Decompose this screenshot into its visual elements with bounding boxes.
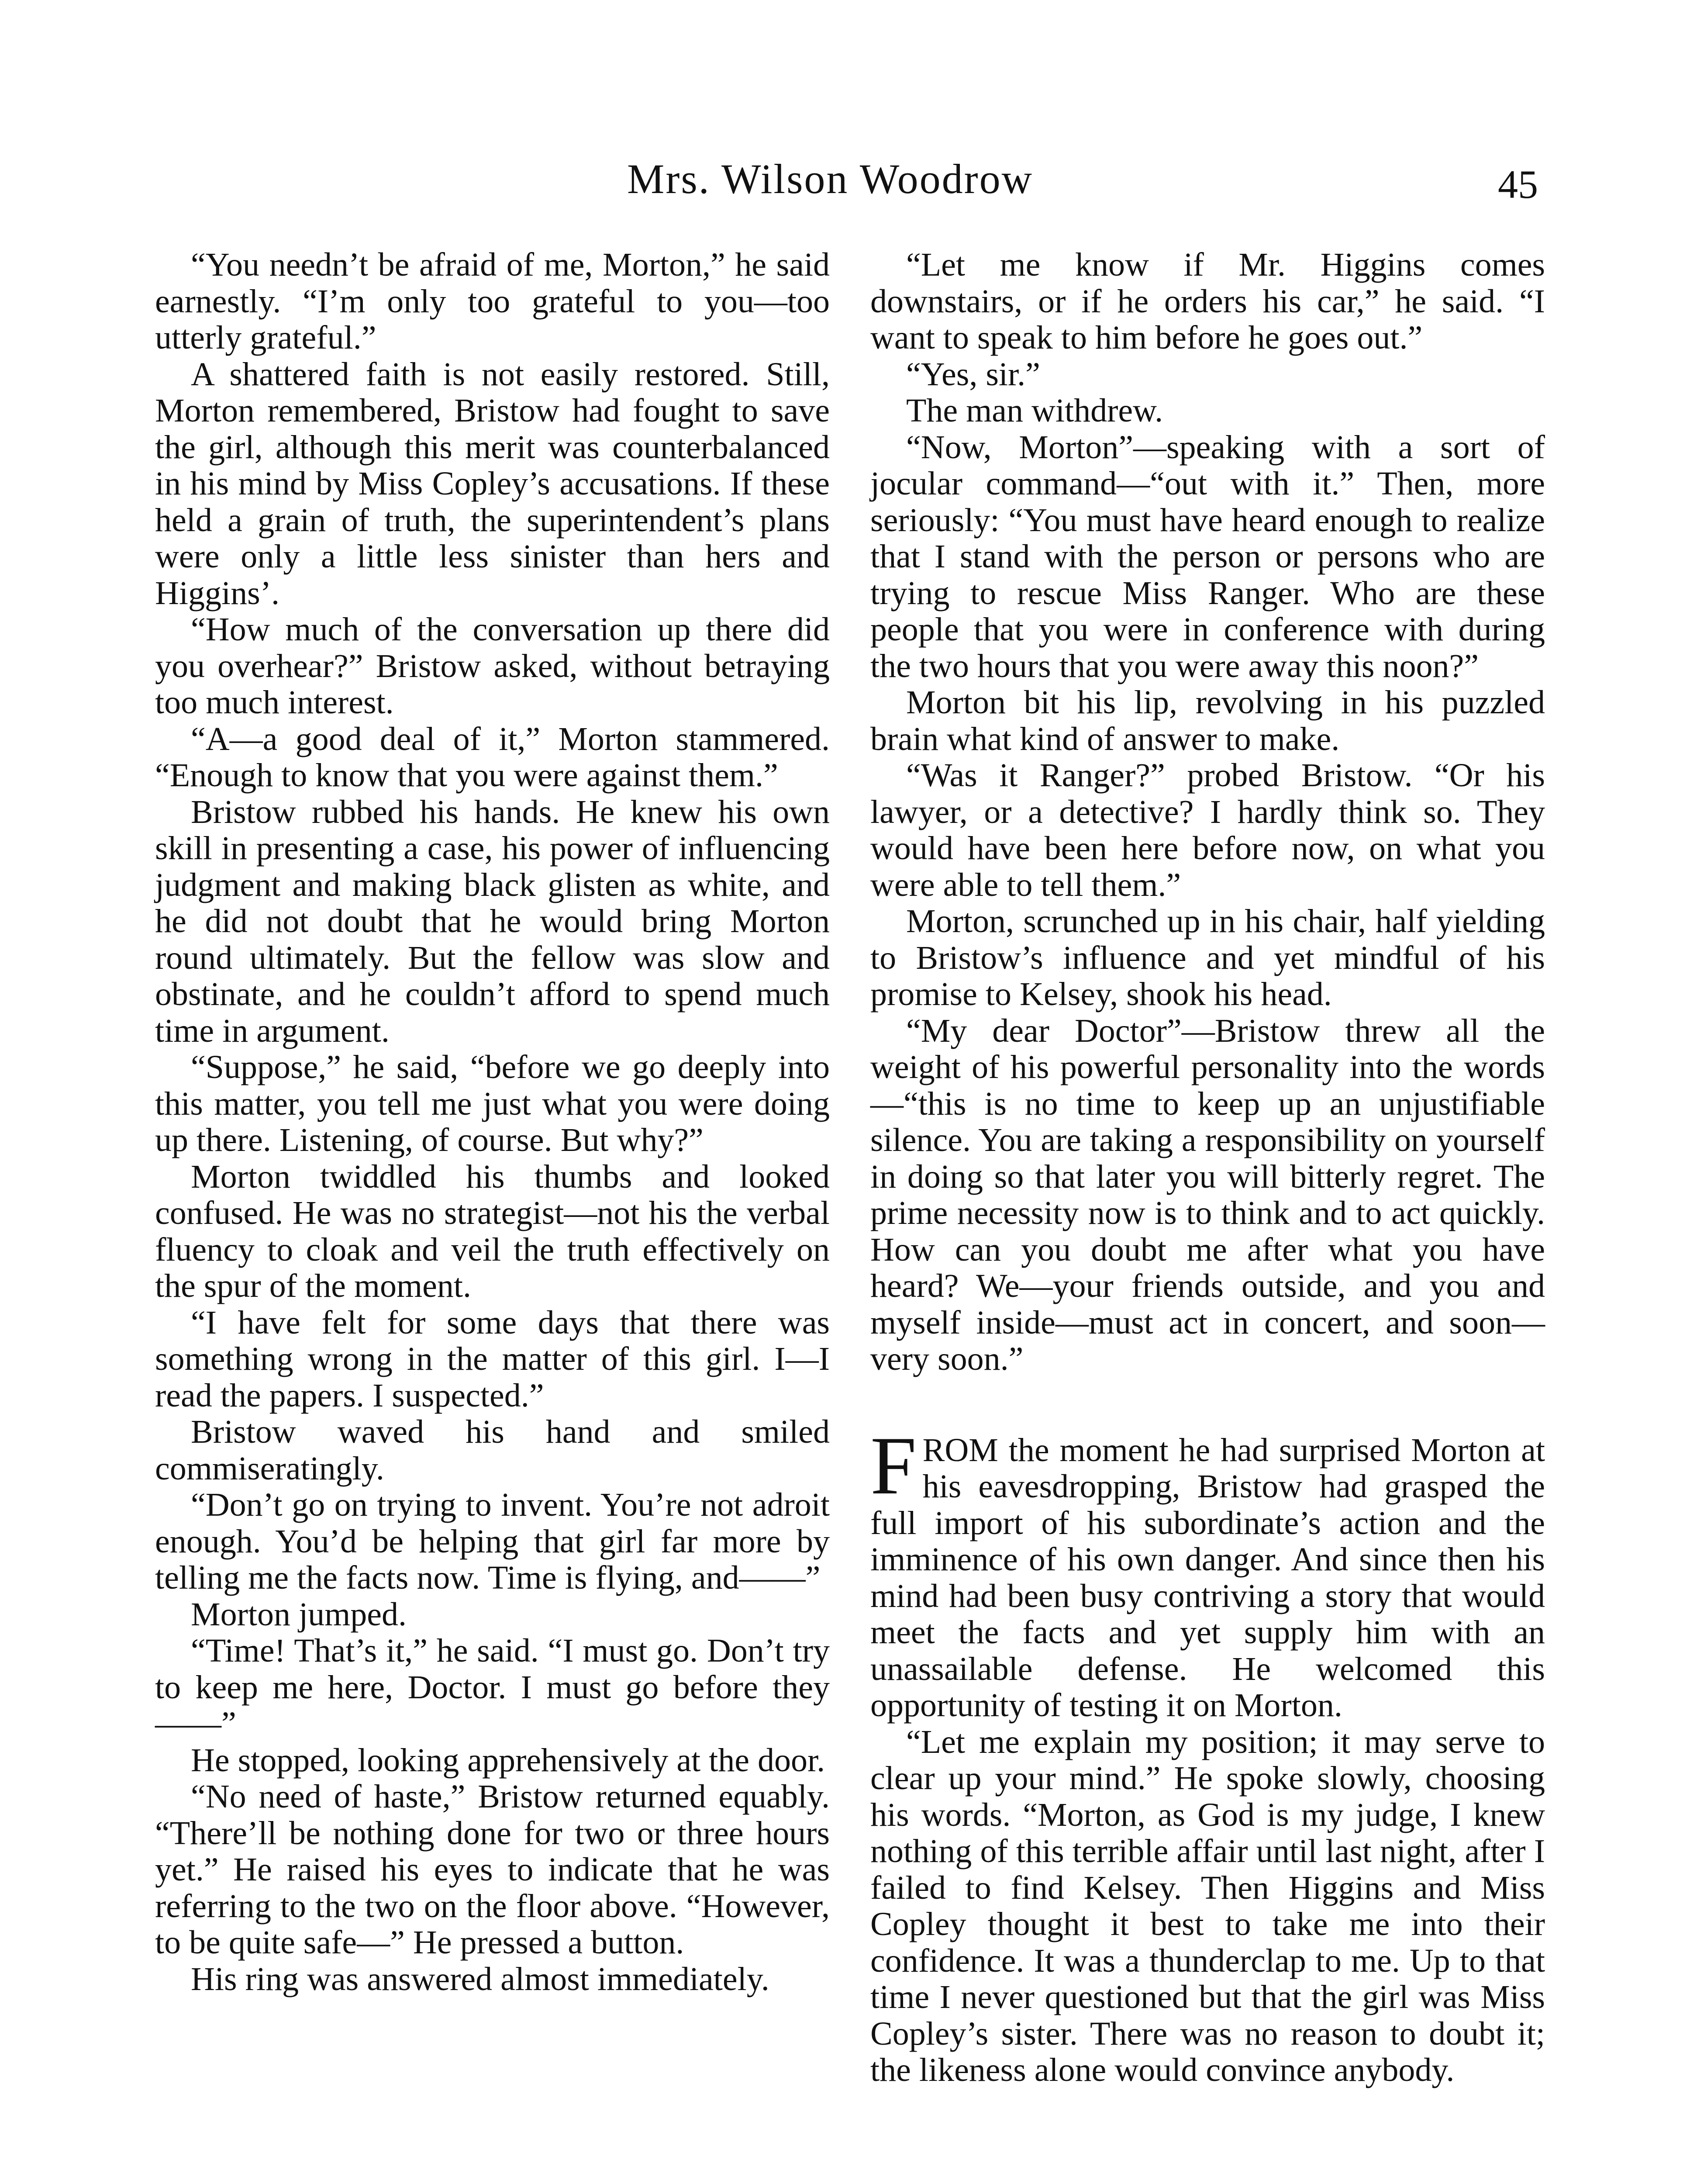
page-number: 45 (1498, 162, 1538, 207)
paragraph: Bristow rubbed his hands. He knew his own skill in presenting a case, his power of influencing judgment and making black glisten as white, and he did not doubt that he would bring Morton round ultimately. But the fellow was slow and obstinate, and he couldn’t afford to spend much time in argument. (155, 793, 830, 1049)
paragraph: “Let me explain my position; it may serve to clear up your mind.” He spoke slowly, choosing his words. “Morton, as God is my judge, I knew nothing of this terrible affair until last night, after I failed to find Kelsey. Then Higgins and Miss Copley thought it best to take me into their confidence. It was a thunderclap to me. Up to that time I never questioned but that the girl was Miss Copley’s sister. There was no reason to doubt it; the likeness alone would convince anybody. (870, 1723, 1545, 2088)
paragraph: Morton, scrunched up in his chair, half yielding to Bristow’s influence and yet mindful of his promise to Kelsey, shook his head. (870, 903, 1545, 1013)
paragraph: “Suppose,” he said, “before we go deeply into this matter, you tell me just what you were doing up there. Listening, of course. But why?” (155, 1049, 830, 1158)
paragraph: Morton twiddled his thumbs and looked confused. He was no strategist—not his the verbal fluency to cloak and veil the truth effectively on the spur of the moment. (155, 1158, 830, 1304)
section-opening-paragraph (870, 1420, 1545, 1724)
small-caps-lead: ROM (922, 1431, 998, 1469)
paragraph: “No need of haste,” Bristow returned equably. “There’ll be nothing done for two or three hours yet.” He raised his eyes to indicate that he was referring to the two on the floor above. “However, to be quite safe—” He pressed a button. (155, 1778, 830, 1961)
paragraph: “My dear Doctor”—Bristow threw all the weight of his powerful personality into the words—“this is no time to keep up an unjustifiable silence. You are taking a responsibility on yourself in doing so that later you will bitterly regret. The prime necessity now is to think and to act quickly. How can you doubt me after what you have heard? We—your friends outside, and you and myself inside—must act in concert, and soon—very soon.” (870, 1012, 1545, 1377)
paragraph: “A—a good deal of it,” Morton stammered. “Enough to know that you were against them.” (155, 720, 830, 794)
paragraph: Bristow waved his hand and smiled commiseratingly. (155, 1413, 830, 1487)
paragraph-text: the moment he had surprised Morton at his eavesdropping, Bristow had grasped the full import of his subordinate’s action and the imminence of his own danger. And since then his mind had been busy contriving a story that would meet the facts and yet supply him with an unassailable defense. He welcomed this opportunity of testing it on Morton. (870, 1431, 1545, 1724)
paragraph: “Was it Ranger?” probed Bristow. “Or his lawyer, or a detective? I hardly think so. They would have been here before now, on what you were able to tell them.” (870, 757, 1545, 903)
paragraph: “How much of the conversation up there did you overhear?” Bristow asked, without betraying too much interest. (155, 611, 830, 721)
running-title: Mrs. Wilson Woodrow (627, 156, 1033, 202)
paragraph: The man withdrew. (906, 392, 1163, 429)
running-head (0, 153, 1704, 205)
paragraph: A shattered faith is not easily restored. Still, Morton remembered, Bristow had fought to save the girl, although this merit was counterbalanced in his mind by Miss Copley’s accusations. If these held a grain of truth, the superintendent’s plans were only a little less sinister than hers and Higgins’. (155, 356, 830, 612)
paragraph: “Yes, sir.” (906, 356, 1040, 393)
paragraph: His ring was answered almost immediately. (191, 1960, 769, 1997)
paragraph: “I have felt for some days that there was something wrong in the matter of this girl. I—I read the papers. I suspected.” (155, 1304, 830, 1414)
paragraph: “You needn’t be afraid of me, Morton,” he said earnestly. “I’m only too grateful to you—too utterly grateful.” (155, 246, 830, 356)
paragraph: “Time! That’s it,” he said. “I must go. Don’t try to keep me here, Doctor. I must go before they——” (155, 1632, 830, 1742)
paragraph: “Don’t go on trying to invent. You’re not adroit enough. You’d be helping that girl far more by telling me the facts now. Time is flying, and——” (155, 1486, 830, 1596)
left-column (155, 247, 830, 1997)
drop-cap: F (870, 1420, 917, 1512)
paragraph: “Now, Morton”—speaking with a sort of jocular command—“out with it.” Then, more seriously: “You must have heard enough to realize that I stand with the person or persons who are trying to rescue Miss Ranger. Who are these people that you were in conference with during the two hours that you were away this noon?” (870, 429, 1545, 684)
right-column (870, 247, 1545, 2089)
paragraph: Morton jumped. (191, 1596, 407, 1633)
paragraph: “Let me know if Mr. Higgins comes downstairs, or if he orders his car,” he said. “I want to speak to him before he goes out.” (870, 246, 1545, 356)
paragraph: Morton bit his lip, revolving in his puzzled brain what kind of answer to make. (870, 684, 1545, 757)
section-break (870, 1378, 1545, 1432)
paragraph: He stopped, looking apprehensively at the door. (191, 1742, 825, 1779)
